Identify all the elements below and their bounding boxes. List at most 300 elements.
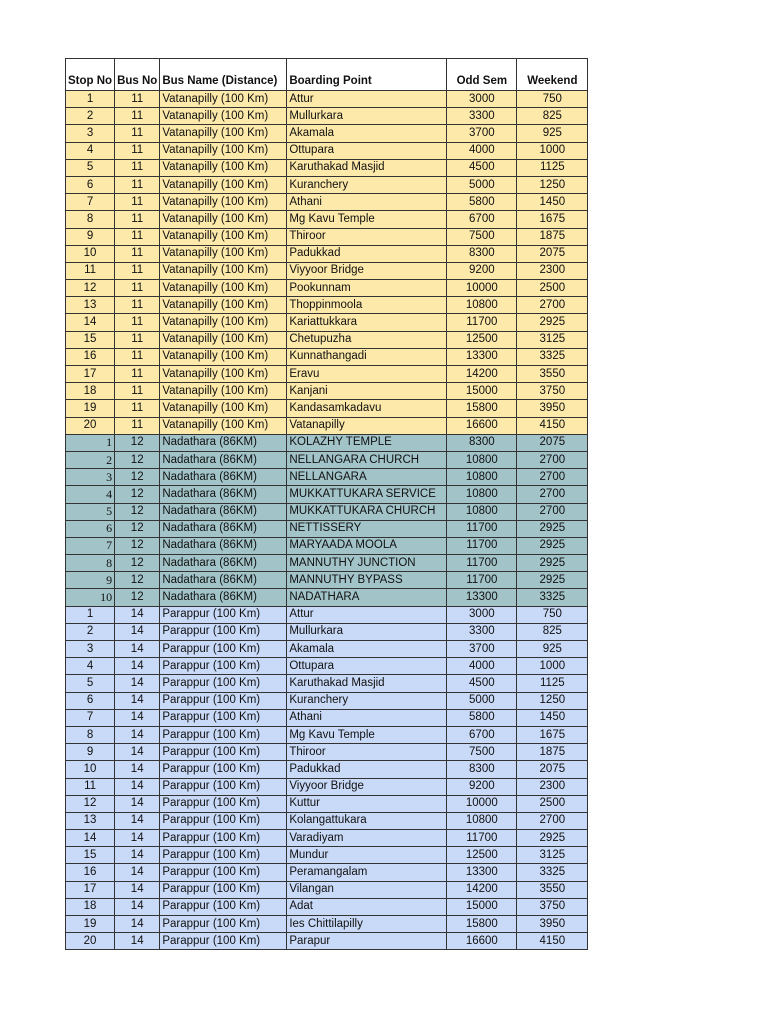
bus-name-cell: Nadathara (86KM) (160, 434, 287, 451)
stop-no-cell: 4 (66, 658, 115, 675)
odd-sem-cell: 10000 (447, 795, 517, 812)
odd-sem-cell: 8300 (447, 434, 517, 451)
bus-no-cell: 14 (115, 916, 160, 933)
bus-name-cell: Vatanapilly (100 Km) (160, 262, 287, 279)
bus-no-cell: 11 (115, 91, 160, 108)
odd-sem-cell: 11700 (447, 520, 517, 537)
table-row (66, 778, 588, 795)
bus-no-cell: 14 (115, 898, 160, 915)
table-row (66, 125, 588, 142)
odd-sem-cell: 3000 (447, 606, 517, 623)
bus-name-cell: Parappur (100 Km) (160, 744, 287, 761)
table-row (66, 572, 588, 589)
weekend-cell: 2075 (517, 245, 588, 262)
bus-no-cell: 11 (115, 297, 160, 314)
bus-no-cell: 12 (115, 434, 160, 451)
boarding-point-cell: Adat (287, 898, 447, 915)
weekend-cell: 2700 (517, 486, 588, 503)
odd-sem-cell: 5000 (447, 176, 517, 193)
stop-no-cell: 3 (66, 641, 115, 658)
odd-sem-cell: 16600 (447, 933, 517, 950)
odd-sem-cell: 15000 (447, 898, 517, 915)
table-row (66, 864, 588, 881)
boarding-point-cell: NETTISSERY (287, 520, 447, 537)
bus-name-cell: Vatanapilly (100 Km) (160, 211, 287, 228)
bus-name-cell: Parappur (100 Km) (160, 709, 287, 726)
stop-no-cell: 15 (66, 847, 115, 864)
table-row (66, 451, 588, 468)
stop-no-cell: 18 (66, 898, 115, 915)
bus-no-cell: 14 (115, 623, 160, 640)
table-row (66, 537, 588, 554)
table-row (66, 847, 588, 864)
boarding-point-cell: Kunnathangadi (287, 348, 447, 365)
bus-no-cell: 14 (115, 847, 160, 864)
stop-no-cell: 16 (66, 864, 115, 881)
bus-fare-table (65, 58, 588, 950)
table-row (66, 314, 588, 331)
stop-no-cell: 2 (66, 623, 115, 640)
weekend-cell: 750 (517, 606, 588, 623)
bus-no-cell: 14 (115, 641, 160, 658)
boarding-point-cell: Athani (287, 194, 447, 211)
boarding-point-cell: Kanjani (287, 383, 447, 400)
stop-no-cell: 10 (66, 761, 115, 778)
bus-no-cell: 12 (115, 572, 160, 589)
bus-name-cell: Vatanapilly (100 Km) (160, 383, 287, 400)
bus-no-cell: 14 (115, 658, 160, 675)
odd-sem-cell: 12500 (447, 331, 517, 348)
odd-sem-cell: 3700 (447, 125, 517, 142)
boarding-point-cell: KOLAZHY TEMPLE (287, 434, 447, 451)
weekend-cell: 2925 (517, 572, 588, 589)
boarding-point-cell: Mundur (287, 847, 447, 864)
bus-no-cell: 11 (115, 142, 160, 159)
odd-sem-cell: 13300 (447, 589, 517, 606)
bus-name-cell: Vatanapilly (100 Km) (160, 366, 287, 383)
boarding-point-cell: Ottupara (287, 658, 447, 675)
boarding-point-cell: MANNUTHY JUNCTION (287, 555, 447, 572)
boarding-point-cell: Attur (287, 606, 447, 623)
stop-no-cell: 2 (66, 108, 115, 125)
stop-no-cell: 7 (66, 537, 115, 554)
table-row (66, 194, 588, 211)
stop-no-cell: 18 (66, 383, 115, 400)
bus-no-cell: 11 (115, 400, 160, 417)
weekend-cell: 1875 (517, 228, 588, 245)
stop-no-cell: 20 (66, 417, 115, 434)
stop-no-cell: 6 (66, 692, 115, 709)
boarding-point-cell: Karuthakad Masjid (287, 675, 447, 692)
bus-no-cell: 11 (115, 228, 160, 245)
weekend-cell: 2925 (517, 537, 588, 554)
weekend-cell: 2300 (517, 778, 588, 795)
stop-no-cell: 11 (66, 262, 115, 279)
table-row (66, 434, 588, 451)
bus-name-cell: Parappur (100 Km) (160, 881, 287, 898)
boarding-point-cell: Kuranchery (287, 692, 447, 709)
bus-name-cell: Parappur (100 Km) (160, 812, 287, 829)
table-row (66, 503, 588, 520)
weekend-cell: 3325 (517, 348, 588, 365)
bus-no-cell: 14 (115, 726, 160, 743)
bus-name-cell: Vatanapilly (100 Km) (160, 297, 287, 314)
bus-name-cell: Nadathara (86KM) (160, 503, 287, 520)
bus-no-cell: 14 (115, 795, 160, 812)
odd-sem-cell: 11700 (447, 555, 517, 572)
bus-name-cell: Vatanapilly (100 Km) (160, 331, 287, 348)
odd-sem-cell: 14200 (447, 366, 517, 383)
bus-name-cell: Vatanapilly (100 Km) (160, 91, 287, 108)
boarding-point-cell: Thiroor (287, 228, 447, 245)
odd-sem-cell: 3300 (447, 108, 517, 125)
bus-no-cell: 11 (115, 176, 160, 193)
stop-no-cell: 5 (66, 675, 115, 692)
weekend-cell: 2700 (517, 451, 588, 468)
bus-no-cell: 11 (115, 125, 160, 142)
bus-name-cell: Vatanapilly (100 Km) (160, 280, 287, 297)
bus-name-cell: Vatanapilly (100 Km) (160, 176, 287, 193)
table-row (66, 176, 588, 193)
stop-no-cell: 16 (66, 348, 115, 365)
table-row (66, 898, 588, 915)
odd-sem-cell: 4000 (447, 142, 517, 159)
header-bus-no: Bus No (115, 59, 160, 91)
bus-name-cell: Vatanapilly (100 Km) (160, 142, 287, 159)
weekend-cell: 750 (517, 91, 588, 108)
odd-sem-cell: 15800 (447, 400, 517, 417)
bus-name-cell: Parappur (100 Km) (160, 847, 287, 864)
bus-name-cell: Parappur (100 Km) (160, 658, 287, 675)
odd-sem-cell: 11700 (447, 830, 517, 847)
stop-no-cell: 8 (66, 726, 115, 743)
bus-no-cell: 11 (115, 194, 160, 211)
stop-no-cell: 19 (66, 916, 115, 933)
bus-name-cell: Vatanapilly (100 Km) (160, 194, 287, 211)
boarding-point-cell: Akamala (287, 125, 447, 142)
weekend-cell: 925 (517, 641, 588, 658)
bus-name-cell: Parappur (100 Km) (160, 675, 287, 692)
bus-name-cell: Parappur (100 Km) (160, 864, 287, 881)
table-row (66, 142, 588, 159)
boarding-point-cell: Padukkad (287, 245, 447, 262)
weekend-cell: 2925 (517, 520, 588, 537)
table-row (66, 709, 588, 726)
boarding-point-cell: Mg Kavu Temple (287, 211, 447, 228)
weekend-cell: 3325 (517, 589, 588, 606)
weekend-cell: 825 (517, 108, 588, 125)
bus-name-cell: Vatanapilly (100 Km) (160, 228, 287, 245)
bus-name-cell: Vatanapilly (100 Km) (160, 348, 287, 365)
stop-no-cell: 7 (66, 709, 115, 726)
table-row (66, 555, 588, 572)
bus-no-cell: 14 (115, 709, 160, 726)
boarding-point-cell: Chetupuzha (287, 331, 447, 348)
stop-no-cell: 19 (66, 400, 115, 417)
bus-name-cell: Nadathara (86KM) (160, 486, 287, 503)
bus-no-cell: 14 (115, 881, 160, 898)
bus-no-cell: 11 (115, 159, 160, 176)
odd-sem-cell: 14200 (447, 881, 517, 898)
bus-no-cell: 11 (115, 280, 160, 297)
table-row (66, 761, 588, 778)
stop-no-cell: 17 (66, 366, 115, 383)
header-odd-sem: Odd Sem (447, 59, 517, 91)
boarding-point-cell: Varadiyam (287, 830, 447, 847)
bus-no-cell: 11 (115, 366, 160, 383)
boarding-point-cell: Attur (287, 91, 447, 108)
bus-no-cell: 11 (115, 108, 160, 125)
boarding-point-cell: Mullurkara (287, 623, 447, 640)
stop-no-cell: 17 (66, 881, 115, 898)
bus-name-cell: Vatanapilly (100 Km) (160, 314, 287, 331)
table-row (66, 211, 588, 228)
odd-sem-cell: 3700 (447, 641, 517, 658)
odd-sem-cell: 15000 (447, 383, 517, 400)
odd-sem-cell: 6700 (447, 726, 517, 743)
weekend-cell: 1000 (517, 142, 588, 159)
table-row (66, 589, 588, 606)
table-row (66, 520, 588, 537)
stop-no-cell: 20 (66, 933, 115, 950)
weekend-cell: 2925 (517, 555, 588, 572)
table-row (66, 469, 588, 486)
weekend-cell: 2075 (517, 761, 588, 778)
stop-no-cell: 13 (66, 297, 115, 314)
bus-no-cell: 14 (115, 812, 160, 829)
table-row (66, 159, 588, 176)
bus-name-cell: Parappur (100 Km) (160, 830, 287, 847)
bus-name-cell: Nadathara (86KM) (160, 572, 287, 589)
weekend-cell: 1675 (517, 726, 588, 743)
table-row (66, 348, 588, 365)
weekend-cell: 1450 (517, 194, 588, 211)
odd-sem-cell: 4500 (447, 675, 517, 692)
stop-no-cell: 1 (66, 606, 115, 623)
table-row (66, 108, 588, 125)
weekend-cell: 2700 (517, 469, 588, 486)
odd-sem-cell: 7500 (447, 228, 517, 245)
table-row (66, 881, 588, 898)
stop-no-cell: 14 (66, 314, 115, 331)
boarding-point-cell: Peramangalam (287, 864, 447, 881)
weekend-cell: 2300 (517, 262, 588, 279)
bus-name-cell: Vatanapilly (100 Km) (160, 400, 287, 417)
boarding-point-cell: NELLANGARA (287, 469, 447, 486)
boarding-point-cell: Kuranchery (287, 176, 447, 193)
stop-no-cell: 9 (66, 228, 115, 245)
bus-no-cell: 14 (115, 675, 160, 692)
stop-no-cell: 5 (66, 503, 115, 520)
odd-sem-cell: 7500 (447, 744, 517, 761)
bus-no-cell: 11 (115, 417, 160, 434)
bus-no-cell: 12 (115, 537, 160, 554)
odd-sem-cell: 11700 (447, 314, 517, 331)
weekend-cell: 3750 (517, 898, 588, 915)
boarding-point-cell: NELLANGARA CHURCH (287, 451, 447, 468)
boarding-point-cell: Kuttur (287, 795, 447, 812)
boarding-point-cell: Thoppinmoola (287, 297, 447, 314)
bus-no-cell: 14 (115, 933, 160, 950)
odd-sem-cell: 9200 (447, 778, 517, 795)
stop-no-cell: 9 (66, 744, 115, 761)
boarding-point-cell: Thiroor (287, 744, 447, 761)
bus-no-cell: 11 (115, 262, 160, 279)
boarding-point-cell: Athani (287, 709, 447, 726)
boarding-point-cell: Karuthakad Masjid (287, 159, 447, 176)
odd-sem-cell: 15800 (447, 916, 517, 933)
weekend-cell: 1675 (517, 211, 588, 228)
bus-no-cell: 11 (115, 383, 160, 400)
boarding-point-cell: MUKKATTUKARA SERVICE (287, 486, 447, 503)
odd-sem-cell: 8300 (447, 761, 517, 778)
table-row (66, 331, 588, 348)
table-row (66, 675, 588, 692)
bus-name-cell: Nadathara (86KM) (160, 537, 287, 554)
weekend-cell: 1000 (517, 658, 588, 675)
weekend-cell: 2700 (517, 503, 588, 520)
bus-no-cell: 11 (115, 314, 160, 331)
stop-no-cell: 3 (66, 125, 115, 142)
bus-name-cell: Parappur (100 Km) (160, 761, 287, 778)
boarding-point-cell: Kolangattukara (287, 812, 447, 829)
bus-no-cell: 11 (115, 348, 160, 365)
odd-sem-cell: 8300 (447, 245, 517, 262)
weekend-cell: 3950 (517, 916, 588, 933)
odd-sem-cell: 5800 (447, 709, 517, 726)
header-weekend: Weekend (517, 59, 588, 91)
bus-name-cell: Parappur (100 Km) (160, 692, 287, 709)
weekend-cell: 2075 (517, 434, 588, 451)
weekend-cell: 925 (517, 125, 588, 142)
table-body (66, 91, 588, 950)
table-row (66, 486, 588, 503)
odd-sem-cell: 13300 (447, 864, 517, 881)
bus-name-cell: Parappur (100 Km) (160, 933, 287, 950)
bus-no-cell: 14 (115, 864, 160, 881)
stop-no-cell: 5 (66, 159, 115, 176)
weekend-cell: 3125 (517, 331, 588, 348)
odd-sem-cell: 10000 (447, 280, 517, 297)
weekend-cell: 3325 (517, 864, 588, 881)
weekend-cell: 3125 (517, 847, 588, 864)
bus-name-cell: Parappur (100 Km) (160, 606, 287, 623)
odd-sem-cell: 11700 (447, 537, 517, 554)
stop-no-cell: 15 (66, 331, 115, 348)
bus-name-cell: Parappur (100 Km) (160, 623, 287, 640)
bus-name-cell: Parappur (100 Km) (160, 778, 287, 795)
odd-sem-cell: 10800 (447, 503, 517, 520)
table-row (66, 658, 588, 675)
bus-no-cell: 14 (115, 606, 160, 623)
boarding-point-cell: Mullurkara (287, 108, 447, 125)
odd-sem-cell: 13300 (447, 348, 517, 365)
boarding-point-cell: Vilangan (287, 881, 447, 898)
bus-no-cell: 11 (115, 211, 160, 228)
bus-no-cell: 12 (115, 469, 160, 486)
table-row (66, 262, 588, 279)
table-row (66, 417, 588, 434)
weekend-cell: 825 (517, 623, 588, 640)
stop-no-cell: 11 (66, 778, 115, 795)
table-row (66, 641, 588, 658)
stop-no-cell: 12 (66, 280, 115, 297)
table-row (66, 383, 588, 400)
boarding-point-cell: Akamala (287, 641, 447, 658)
boarding-point-cell: Pookunnam (287, 280, 447, 297)
bus-no-cell: 12 (115, 486, 160, 503)
boarding-point-cell: Vatanapilly (287, 417, 447, 434)
boarding-point-cell: Viyyoor Bridge (287, 778, 447, 795)
odd-sem-cell: 4000 (447, 658, 517, 675)
odd-sem-cell: 5000 (447, 692, 517, 709)
weekend-cell: 4150 (517, 933, 588, 950)
weekend-cell: 2700 (517, 297, 588, 314)
stop-no-cell: 6 (66, 176, 115, 193)
table-row (66, 812, 588, 829)
stop-no-cell: 7 (66, 194, 115, 211)
table-row (66, 228, 588, 245)
boarding-point-cell: Kandasamkadavu (287, 400, 447, 417)
table-row (66, 366, 588, 383)
bus-name-cell: Vatanapilly (100 Km) (160, 159, 287, 176)
bus-name-cell: Nadathara (86KM) (160, 520, 287, 537)
boarding-point-cell: Viyyoor Bridge (287, 262, 447, 279)
table-row (66, 400, 588, 417)
boarding-point-cell: MANNUTHY BYPASS (287, 572, 447, 589)
boarding-point-cell: Parapur (287, 933, 447, 950)
bus-no-cell: 11 (115, 245, 160, 262)
bus-name-cell: Nadathara (86KM) (160, 451, 287, 468)
bus-no-cell: 11 (115, 331, 160, 348)
stop-no-cell: 6 (66, 520, 115, 537)
bus-name-cell: Vatanapilly (100 Km) (160, 108, 287, 125)
table-row (66, 726, 588, 743)
boarding-point-cell: MUKKATTUKARA CHURCH (287, 503, 447, 520)
weekend-cell: 2700 (517, 812, 588, 829)
bus-no-cell: 12 (115, 555, 160, 572)
bus-name-cell: Parappur (100 Km) (160, 641, 287, 658)
table-row (66, 744, 588, 761)
weekend-cell: 3750 (517, 383, 588, 400)
odd-sem-cell: 10800 (447, 297, 517, 314)
bus-no-cell: 14 (115, 761, 160, 778)
stop-no-cell: 3 (66, 469, 115, 486)
odd-sem-cell: 9200 (447, 262, 517, 279)
bus-no-cell: 12 (115, 503, 160, 520)
bus-no-cell: 14 (115, 692, 160, 709)
boarding-point-cell: NADATHARA (287, 589, 447, 606)
weekend-cell: 1450 (517, 709, 588, 726)
weekend-cell: 2500 (517, 280, 588, 297)
odd-sem-cell: 5800 (447, 194, 517, 211)
table-row (66, 91, 588, 108)
odd-sem-cell: 10800 (447, 486, 517, 503)
bus-name-cell: Parappur (100 Km) (160, 916, 287, 933)
weekend-cell: 2925 (517, 830, 588, 847)
weekend-cell: 3550 (517, 366, 588, 383)
odd-sem-cell: 3000 (447, 91, 517, 108)
stop-no-cell: 8 (66, 555, 115, 572)
bus-name-cell: Vatanapilly (100 Km) (160, 417, 287, 434)
bus-name-cell: Vatanapilly (100 Km) (160, 125, 287, 142)
boarding-point-cell: Kariattukkara (287, 314, 447, 331)
header-stop-no: Stop No (66, 59, 115, 91)
bus-name-cell: Parappur (100 Km) (160, 795, 287, 812)
stop-no-cell: 10 (66, 245, 115, 262)
stop-no-cell: 2 (66, 451, 115, 468)
odd-sem-cell: 10800 (447, 812, 517, 829)
